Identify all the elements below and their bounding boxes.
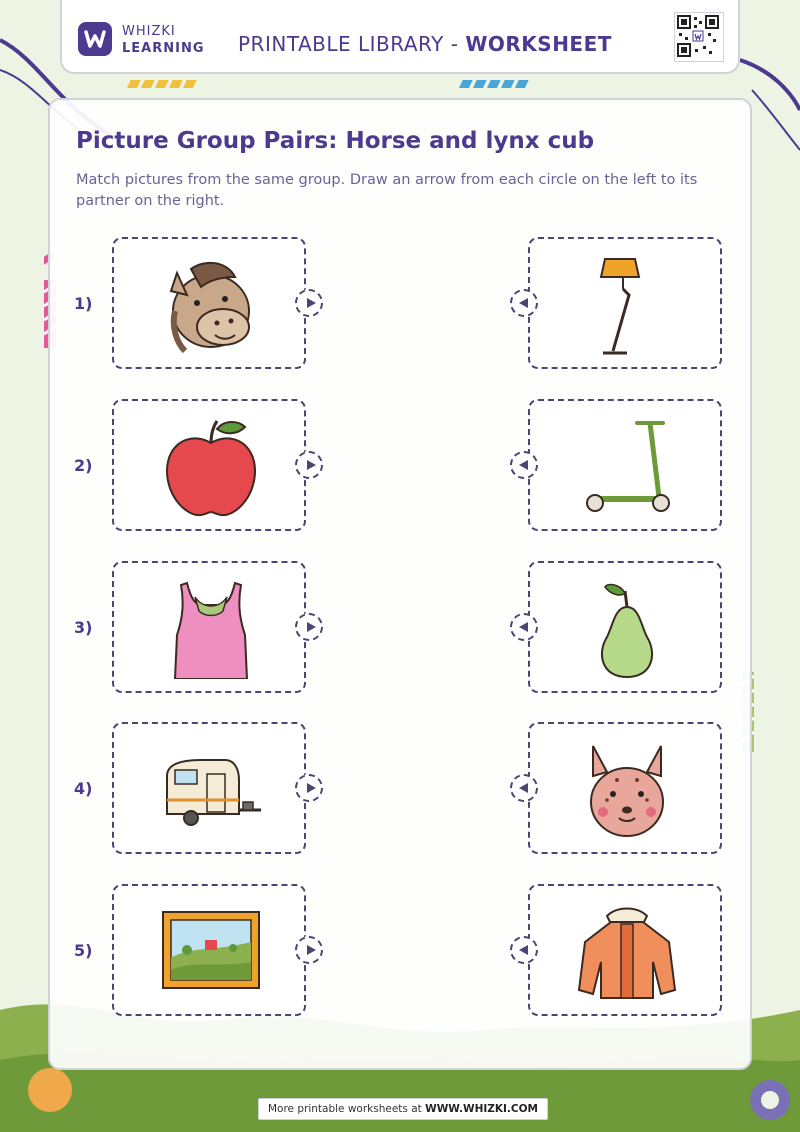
right-picture-card-2 bbox=[528, 399, 722, 531]
floor-lamp-icon bbox=[577, 255, 677, 355]
right-picture-card-5 bbox=[528, 884, 722, 1016]
camper-trailer-icon bbox=[161, 740, 261, 840]
footer-website: WWW.WHIZKI.COM bbox=[425, 1103, 538, 1115]
qr-code[interactable] bbox=[674, 12, 724, 62]
row-number-4: 4) bbox=[74, 779, 93, 798]
header-title bbox=[238, 32, 612, 56]
worksheet-instructions: Match pictures from the same group. Draw an arrow from each circle on the left to its partner on the right. bbox=[76, 172, 698, 209]
right-connector-circle-3[interactable] bbox=[510, 613, 538, 641]
arrow-left-icon bbox=[519, 945, 528, 955]
left-picture-card-4 bbox=[112, 722, 306, 854]
arrow-right-icon bbox=[307, 460, 316, 470]
arrow-left-icon bbox=[519, 298, 528, 308]
right-connector-circle-4[interactable] bbox=[510, 774, 538, 802]
kick-scooter-icon bbox=[577, 417, 677, 517]
qr-code-icon bbox=[675, 13, 721, 59]
arrow-right-icon bbox=[307, 622, 316, 632]
footer-text-prefix: More printable worksheets at bbox=[267, 1103, 426, 1115]
logo-w-icon bbox=[78, 22, 112, 56]
winter-jacket-icon bbox=[577, 902, 677, 1002]
row-number-1: 1) bbox=[74, 294, 93, 313]
left-connector-circle-4[interactable] bbox=[295, 774, 323, 802]
row-number-5: 5) bbox=[74, 941, 93, 960]
arrow-left-icon bbox=[519, 460, 528, 470]
arrow-right-icon bbox=[307, 783, 316, 793]
apple-icon bbox=[161, 417, 261, 517]
arrow-right-icon bbox=[307, 945, 316, 955]
right-picture-card-4 bbox=[528, 722, 722, 854]
framed-landscape-icon bbox=[161, 902, 261, 1002]
lynx-cub-icon bbox=[577, 740, 677, 840]
row-number-2: 2) bbox=[74, 456, 93, 475]
left-picture-card-5 bbox=[112, 884, 306, 1016]
brand-name-bottom: LEARNING bbox=[122, 41, 205, 56]
pear-icon bbox=[577, 579, 677, 679]
tank-top-icon bbox=[161, 579, 261, 679]
right-connector-circle-1[interactable] bbox=[510, 289, 538, 317]
right-connector-circle-5[interactable] bbox=[510, 936, 538, 964]
worksheet-title: Picture Group Pairs: Horse and lynx cub bbox=[76, 128, 595, 154]
left-connector-circle-5[interactable] bbox=[295, 936, 323, 964]
right-picture-card-3 bbox=[528, 561, 722, 693]
arrow-right-icon bbox=[307, 298, 316, 308]
brand-name-top: WHIZKI bbox=[122, 24, 176, 39]
left-connector-circle-1[interactable] bbox=[295, 289, 323, 317]
left-picture-card-3 bbox=[112, 561, 306, 693]
left-picture-card-2 bbox=[112, 399, 306, 531]
row-number-3: 3) bbox=[74, 618, 93, 637]
left-connector-circle-2[interactable] bbox=[295, 451, 323, 479]
header-title-prefix: PRINTABLE LIBRARY - bbox=[238, 32, 466, 56]
left-picture-card-1 bbox=[112, 237, 306, 369]
whizki-logo[interactable] bbox=[78, 22, 112, 56]
right-picture-card-1 bbox=[528, 237, 722, 369]
left-connector-circle-3[interactable] bbox=[295, 613, 323, 641]
arrow-left-icon bbox=[519, 622, 528, 632]
header-title-strong: WORKSHEET bbox=[465, 32, 612, 56]
header-bar bbox=[60, 0, 740, 74]
horse-icon bbox=[161, 255, 261, 355]
footer-link[interactable] bbox=[258, 1098, 548, 1120]
right-connector-circle-2[interactable] bbox=[510, 451, 538, 479]
arrow-left-icon bbox=[519, 783, 528, 793]
